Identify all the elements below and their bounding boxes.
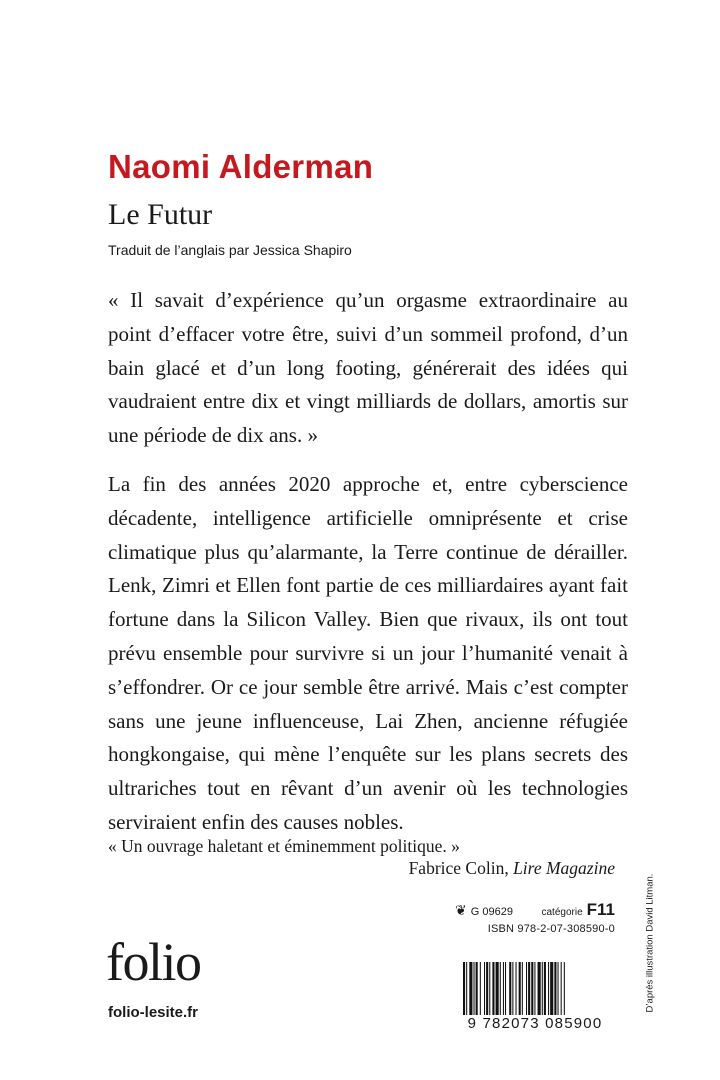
book-title: Le Futur	[108, 198, 213, 231]
barcode-digits: 9 782073 085900	[455, 1015, 615, 1032]
folio-mark-icon: ❦	[455, 902, 467, 918]
translator-credit: Traduit de l’anglais par Jessica Shapiro	[108, 242, 352, 258]
publisher-logo: folio	[106, 932, 201, 992]
excerpt-quote: « Il savait d’expérience qu’un orgasme extraordinaire au point d’effacer votre être, suivi d’un sommeil profond, d’un bain glacé et d’un long footing, générerait des idées qui vaudraient entre dix et vingt milliards de dollars, amortis sur une période de dix ans. »	[108, 288, 628, 448]
illustration-credit	[640, 858, 660, 1028]
publisher-website: folio-lesite.fr	[108, 1004, 199, 1021]
review-author: Fabrice Colin,	[408, 858, 509, 878]
product-codes	[455, 900, 615, 935]
isbn: ISBN 978-2-07-308590-0	[487, 923, 615, 935]
press-review-quote: « Un ouvrage haletant et éminemment politique. »	[108, 836, 460, 856]
illustration-credit-text: D’après illustration David Litman.	[644, 873, 656, 1013]
review-publication: Lire Magazine	[513, 858, 615, 878]
product-code: G 09629	[470, 906, 513, 918]
category-label: catégorie	[541, 907, 583, 918]
author-name: Naomi Alderman	[108, 148, 374, 185]
synopsis-paragraph: La fin des années 2020 approche et, entre cyberscience décadente, intelligence artificielle omniprésente et crise climatique plus qu’alarmante, la Terre continue de dérailler. Lenk, Zimri et Ellen font partie de ces milliardaires ayant fait fortune dans la Silicon Valley. Bien que rivaux, ils ont tout prévu ensemble pour survivre si un jour l’humanité venait à s’effondrer. Or ce jour semble être arrivé. Mais c’est compter sans une jeune influenceuse, Lai Zhen, ancienne réfugiée hongkongaise, qui mène l’enquête sur les plans secrets des ultrariches tout en rêvant d’un avenir où les technologies serviraient enfin des causes nobles.	[108, 472, 628, 834]
category-code: F11	[586, 900, 615, 919]
barcode	[455, 962, 615, 1032]
press-review-source	[108, 858, 615, 879]
